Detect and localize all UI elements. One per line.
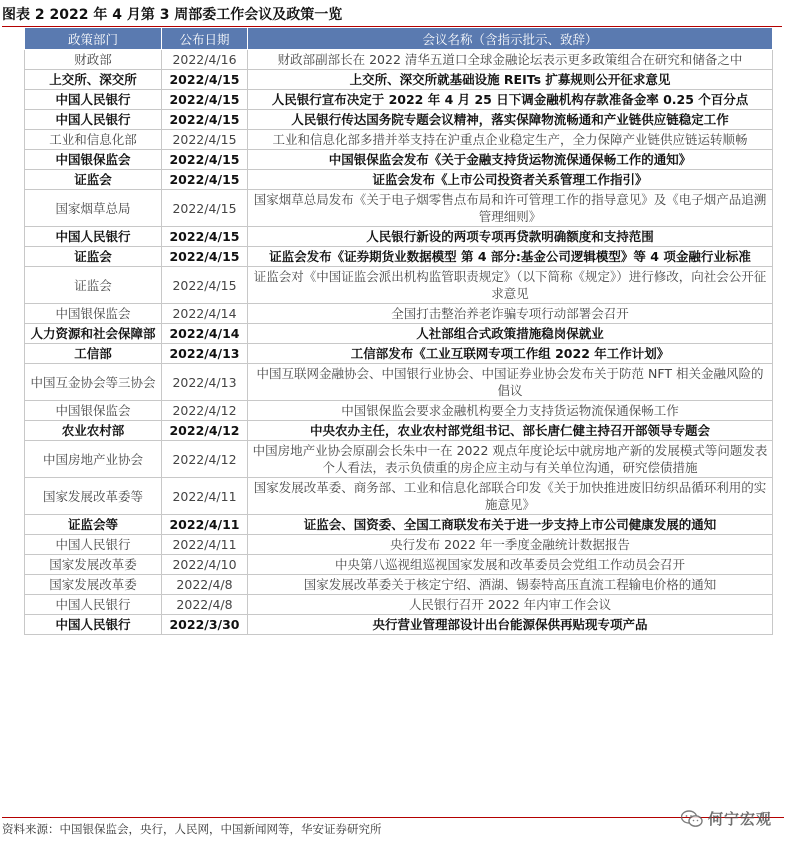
table-caption: 图表 2 2022 年 4 月第 3 周部委工作会议及政策一览 [2,4,782,27]
cell-dept: 国家发展改革委等 [25,478,162,515]
cell-title: 人民银行召开 2022 年内审工作会议 [248,595,773,615]
cell-date: 2022/4/16 [162,50,248,70]
header-date: 公布日期 [162,28,248,50]
cell-dept: 中国人民银行 [25,90,162,110]
cell-date: 2022/4/15 [162,110,248,130]
cell-title: 工信部发布《工业互联网专项工作组 2022 年工作计划》 [248,344,773,364]
table-row [25,267,773,304]
table-row [25,615,773,635]
cell-title: 证监会发布《证券期货业数据模型 第 4 部分:基金公司逻辑模型》等 4 项金融行业标准 [248,247,773,267]
table-body [25,50,773,635]
cell-dept: 中国银保监会 [25,150,162,170]
table-header-row [25,28,773,50]
cell-title: 央行发布 2022 年一季度金融统计数据报告 [248,535,773,555]
table-row [25,401,773,421]
cell-date: 2022/4/15 [162,130,248,150]
table-row [25,150,773,170]
policy-table-container [24,27,772,635]
cell-title: 证监会、国资委、全国工商联发布关于进一步支持上市公司健康发展的通知 [248,515,773,535]
cell-title: 央行营业管理部设计出台能源保供再贴现专项产品 [248,615,773,635]
cell-title: 国家发展改革委关于核定宁绍、酒湖、锡泰特高压直流工程输电价格的通知 [248,575,773,595]
cell-dept: 国家发展改革委 [25,555,162,575]
table-row [25,555,773,575]
cell-dept: 中国银保监会 [25,304,162,324]
header-title: 会议名称（含指示批示、致辞） [248,28,773,50]
table-row [25,535,773,555]
cell-dept: 财政部 [25,50,162,70]
cell-title: 人民银行传达国务院专题会议精神，落实保障物流畅通和产业链供应链稳定工作 [248,110,773,130]
cell-dept: 证监会 [25,267,162,304]
cell-dept: 中国人民银行 [25,615,162,635]
wechat-icon [681,810,703,828]
cell-dept: 证监会 [25,170,162,190]
cell-title: 中国互联网金融协会、中国银行业协会、中国证券业协会发布关于防范 NFT 相关金融风险的倡议 [248,364,773,401]
cell-dept: 中国人民银行 [25,595,162,615]
cell-date: 2022/4/12 [162,401,248,421]
cell-dept: 国家发展改革委 [25,575,162,595]
table-row [25,70,773,90]
table-row [25,595,773,615]
cell-date: 2022/4/15 [162,70,248,90]
cell-date: 2022/4/15 [162,190,248,227]
cell-dept: 工业和信息化部 [25,130,162,150]
cell-date: 2022/4/11 [162,515,248,535]
cell-title: 中国银保监会发布《关于金融支持货运物流保通保畅工作的通知》 [248,150,773,170]
cell-title: 国家发展改革委、商务部、工业和信息化部联合印发《关于加快推进废旧纺织品循环利用的实施意见》 [248,478,773,515]
table-row [25,421,773,441]
table-row [25,364,773,401]
table-row [25,130,773,150]
cell-title: 证监会发布《上市公司投资者关系管理工作指引》 [248,170,773,190]
cell-dept: 证监会等 [25,515,162,535]
cell-title: 中央第八巡视组巡视国家发展和改革委员会党组工作动员会召开 [248,555,773,575]
cell-dept: 中国房地产业协会 [25,441,162,478]
table-row [25,90,773,110]
header-dept: 政策部门 [25,28,162,50]
cell-date: 2022/4/13 [162,364,248,401]
cell-dept: 中国人民银行 [25,227,162,247]
table-row [25,170,773,190]
cell-dept: 中国互金协会等三协会 [25,364,162,401]
cell-title: 中国银保监会要求金融机构要全力支持货运物流保通保畅工作 [248,401,773,421]
cell-date: 2022/4/8 [162,575,248,595]
cell-date: 2022/4/11 [162,478,248,515]
watermark [681,808,772,829]
cell-date: 2022/4/15 [162,170,248,190]
cell-dept: 国家烟草总局 [25,190,162,227]
cell-title: 全国打击整治养老诈骗专项行动部署会召开 [248,304,773,324]
table-row [25,441,773,478]
cell-title: 财政部副部长在 2022 清华五道口全球金融论坛表示更多政策组合在研究和储备之中 [248,50,773,70]
table-row [25,575,773,595]
table-row [25,190,773,227]
cell-date: 2022/3/30 [162,615,248,635]
table-row [25,247,773,267]
cell-date: 2022/4/15 [162,227,248,247]
cell-date: 2022/4/13 [162,344,248,364]
cell-dept: 人力资源和社会保障部 [25,324,162,344]
table-row [25,50,773,70]
cell-date: 2022/4/15 [162,150,248,170]
cell-dept: 中国人民银行 [25,535,162,555]
table-row [25,478,773,515]
table-row [25,324,773,344]
cell-dept: 工信部 [25,344,162,364]
table-row [25,227,773,247]
cell-dept: 中国人民银行 [25,110,162,130]
cell-dept: 上交所、深交所 [25,70,162,90]
cell-dept: 农业农村部 [25,421,162,441]
cell-date: 2022/4/14 [162,304,248,324]
watermark-text: 何宁宏观 [707,810,772,828]
cell-dept: 中国银保监会 [25,401,162,421]
cell-date: 2022/4/15 [162,90,248,110]
cell-title: 上交所、深交所就基础设施 REITs 扩募规则公开征求意见 [248,70,773,90]
cell-date: 2022/4/12 [162,421,248,441]
table-row [25,515,773,535]
table-row [25,304,773,324]
cell-date: 2022/4/12 [162,441,248,478]
cell-title: 国家烟草总局发布《关于电子烟零售点布局和许可管理工作的指导意见》及《电子烟产品追溯管理细则》 [248,190,773,227]
source-note: 资料来源：中国银保监会，央行，人民网，中国新闻网等，华安证券研究所 [2,817,784,837]
cell-date: 2022/4/15 [162,267,248,304]
cell-date: 2022/4/15 [162,247,248,267]
policy-table [24,27,773,635]
cell-date: 2022/4/11 [162,535,248,555]
cell-title: 人社部组合式政策措施稳岗保就业 [248,324,773,344]
cell-title: 证监会对《中国证监会派出机构监管职责规定》（以下简称《规定》）进行修改，向社会公开征求意见 [248,267,773,304]
table-row [25,110,773,130]
cell-title: 人民银行新设的两项专项再贷款明确额度和支持范围 [248,227,773,247]
cell-date: 2022/4/10 [162,555,248,575]
cell-title: 人民银行宣布决定于 2022 年 4 月 25 日下调金融机构存款准备金率 0.25 个百分点 [248,90,773,110]
cell-title: 工业和信息化部多措并举支持在沪重点企业稳定生产，全力保障产业链供应链运转顺畅 [248,130,773,150]
cell-date: 2022/4/14 [162,324,248,344]
table-row [25,344,773,364]
cell-title: 中央农办主任，农业农村部党组书记、部长唐仁健主持召开部领导专题会 [248,421,773,441]
cell-title: 中国房地产业协会原副会长朱中一在 2022 观点年度论坛中就房地产新的发展模式等问题发表个人看法，表示负债重的房企应主动与有关单位沟通，研究偿债措施 [248,441,773,478]
cell-dept: 证监会 [25,247,162,267]
cell-date: 2022/4/8 [162,595,248,615]
